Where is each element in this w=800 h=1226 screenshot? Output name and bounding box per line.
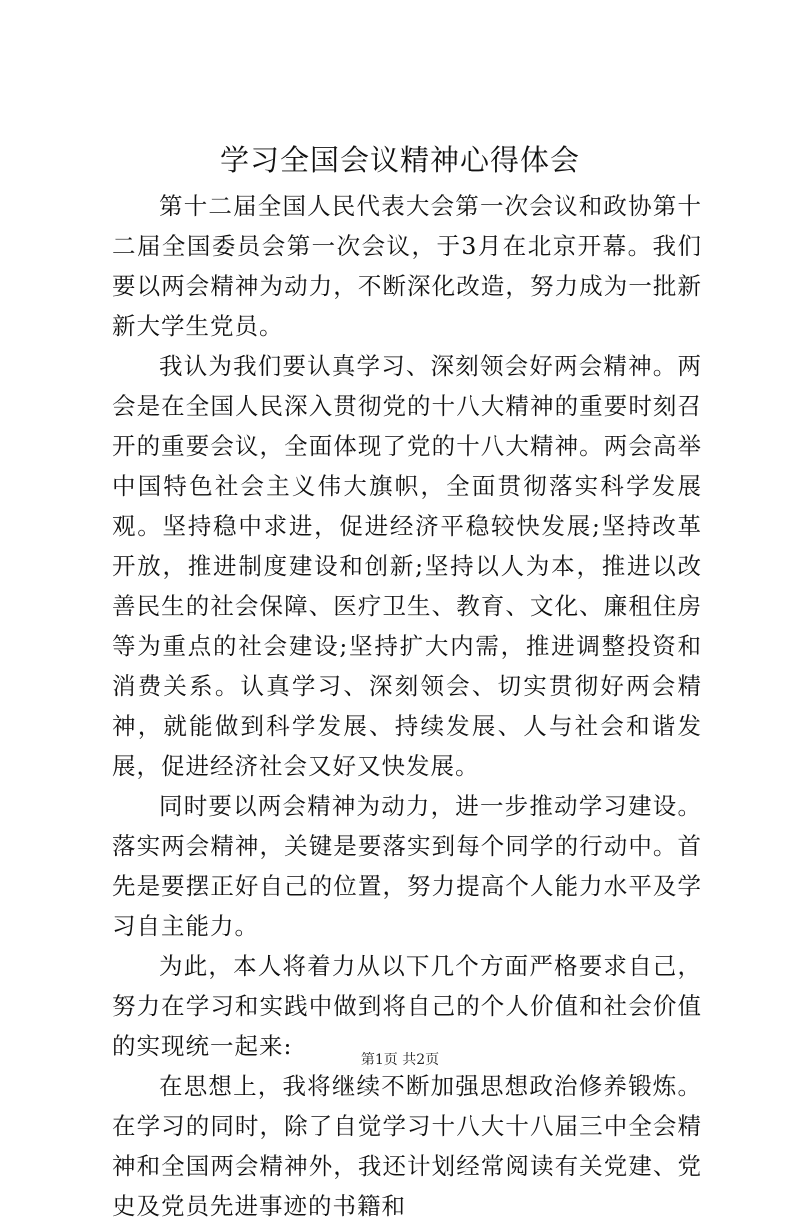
paragraph: 我认为我们要认真学习、深刻领会好两会精神。两会是在全国人民深入贯彻党的十八大精神的重要时刻召开的重要会议，全面体现了党的十八大精神。两会高举中国特色社会主义伟大旗帜，全面贯彻落实科学发展观。坚持稳中求进，促进经济平稳较快发展;坚持改革开放，推进制度建设和创新;坚持以人为本，推进以改善民生的社会保障、医疗卫生、教育、文化、廉租住房等为重点的社会建设;坚持扩大内需，推进调整投资和消费关系。认真学习、深刻领会、切实贯彻好两会精神，就能做到科学发展、持续发展、人与社会和谐发展，促进经济社会又好又快发展。	[112, 352, 702, 780]
document-body	[112, 186, 702, 1226]
paragraph: 为此，本人将着力从以下几个方面严格要求自己，努力在学习和实践中做到将自己的个人价值和社会价值的实现统一起来:	[112, 952, 702, 1060]
paragraph: 第十二届全国人民代表大会第一次会议和政协第十二届全国委员会第一次会议，于3月在北京开幕。我们要以两会精神为动力，不断深化改造，努力成为一批新新大学生党员。	[112, 192, 702, 340]
page-footer: 第1页 共2页	[360, 1052, 440, 1068]
paragraph: 在思想上，我将继续不断加强思想政治修养锻炼。在学习的同时，除了自觉学习十八大十八届三中全会精神和全国两会精神外，我还计划经常阅读有关党建、党史及党员先进事迹的书籍和	[112, 1072, 702, 1220]
paragraph: 同时要以两会精神为动力，进一步推动学习建设。落实两会精神，关键是要落实到每个同学的行动中。首先是要摆正好自己的位置，努力提高个人能力水平及学习自主能力。	[112, 792, 702, 940]
document-title: 学习全国会议精神心得体会	[219, 143, 580, 177]
